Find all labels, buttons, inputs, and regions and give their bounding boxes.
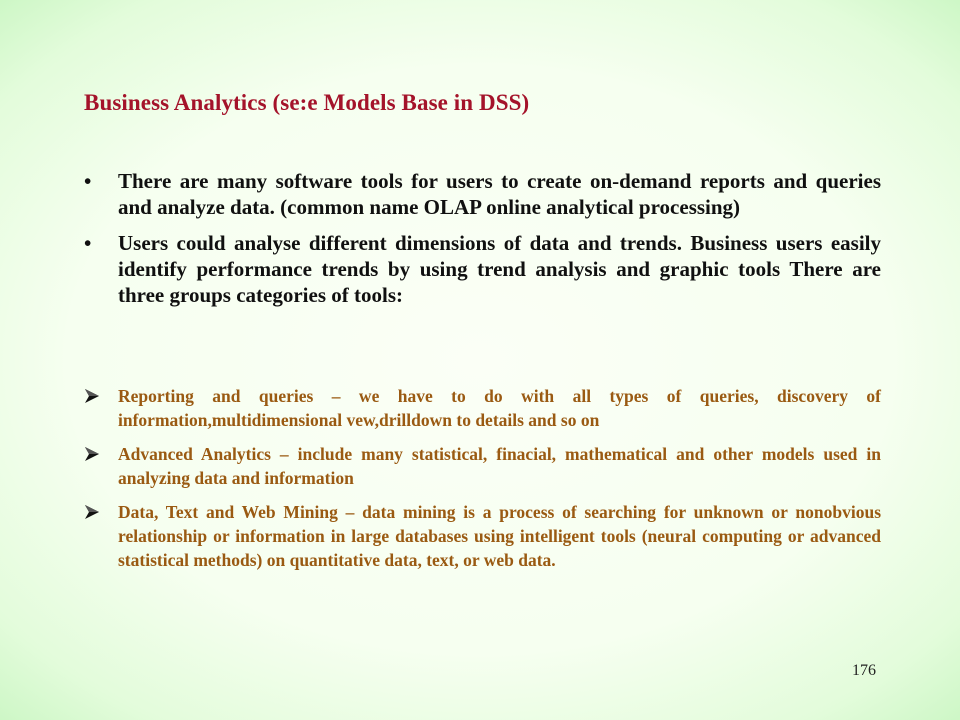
bullet-dot-icon: • [84,169,92,193]
sub-item-text: Advanced Analytics – include many statistical, finacial, mathematical and other models used in analyzing data and information [118,444,881,488]
bullet-item-dimensions [84,230,881,308]
main-bullet-list [84,168,881,318]
sub-item-text: Data, Text and Web Mining – data mining is a process of searching for unknown or nonobvious relationship or information in large databases using intelligent tools (neural computing or advanced statistical methods) on quantitative data, text, or web data. [118,502,881,570]
slide-title: Business Analytics (se:e Models Base in DSS) [84,90,530,115]
sub-item-data-mining [84,500,881,572]
sub-item-text: Reporting and queries – we have to do with all types of queries, discovery of information,multidimensional vew,drilldown to details and so on [118,386,881,430]
arrow-bullet-icon [84,442,104,466]
tool-category-list [84,384,881,582]
bullet-item-olap-tools [84,168,881,220]
bullet-dot-icon: • [84,231,92,255]
sub-item-advanced-analytics [84,442,881,490]
arrow-bullet-icon [84,384,104,408]
arrow-bullet-icon [84,500,104,524]
sub-item-reporting [84,384,881,432]
bullet-text: Users could analyse different dimensions of data and trends. Business users easily identify performance trends by using trend analysis and graphic tools There are three groups categories of tools: [118,231,881,307]
page-number: 176 [852,662,876,679]
bullet-text: There are many software tools for users to create on-demand reports and queries and analyze data. (common name OLAP online analytical processing) [118,169,881,219]
